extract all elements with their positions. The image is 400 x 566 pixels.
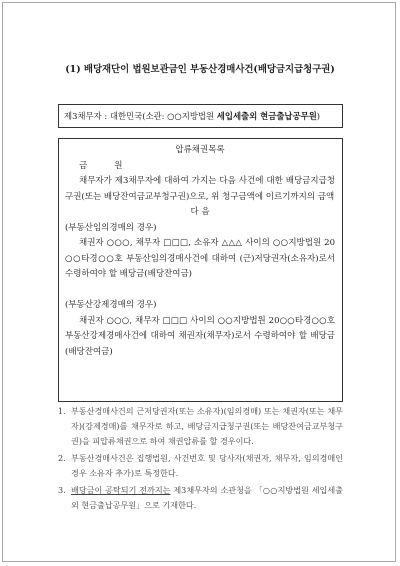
compulsory-auction-text: 채권자 ○○○, 채무자 □□□ 사이의 ○○지방법원 20○○타경○○호 부동산강제경매사건에 대하여 채권자(채무자)로서 수령하여야 할 배당금(배당잔여금) xyxy=(65,315,335,357)
note-item xyxy=(58,451,343,481)
note-item xyxy=(58,483,343,513)
voluntary-auction-text: 채권자 ○○○, 채무자 □□□, 소유자 △△△ 사이의 ○○지방법원 20○○타경○○호 부동산임의경매사건에 대하여 (근)저당권자(소유자)로서 수령하여야 할 배당금(배당잔여금) xyxy=(65,238,335,279)
note-number: 3. xyxy=(58,485,66,495)
third-debtor-prefix: 제3채무자 : 대한민국(소관: ○○지방법원 xyxy=(64,111,217,121)
note-text: 부동산경매사건은 집행법원, 사건번호 및 당사자(채권자, 채무자, 임의경매인 경우 소유자 추가)로 특정한다. xyxy=(71,453,343,478)
third-debtor-officer: 세입세출외 현금출납공무원 xyxy=(216,111,317,121)
note-text: 부동산경매사건의 근저당권자(또는 소유자)(임의경매) 또는 채권자(또는 채무자)(강제경매)를 채무자로 하고, 배당금지급청구권(또는 배당잔여금교부청구권)을 피압류채권으로 하여 채권압류를 할 경우이다. xyxy=(71,406,343,446)
note-text: 제3채무자의 소관청을 「○○지방법원 세입세출외 현금출납공무원」으로 기재한다. xyxy=(71,485,343,510)
note-number: 2. xyxy=(58,453,66,463)
note-underlined-text: 배당금이 공탁되기 전까지는 xyxy=(71,485,171,495)
document-title: (1) 배당재단이 법원보관금인 부동산경매사건(배당금지급청구권) xyxy=(65,64,335,75)
notes-section xyxy=(58,404,343,515)
third-debtor-box xyxy=(58,104,343,128)
note-number: 1. xyxy=(58,406,66,416)
third-debtor-suffix: ) xyxy=(316,111,321,121)
compulsory-auction-label: (부동산강제경매의 경우) xyxy=(65,300,157,310)
seizure-claim-list-box xyxy=(58,138,343,402)
following-heading: 다 음 xyxy=(190,207,210,217)
claim-amount: 금 원 xyxy=(79,160,123,171)
claim-description: 채무자가 제3채무자에 대하여 가지는 다음 사건에 대한 배당금지급청구권(또는 배당잔여금교부청구권)으로, 위 청구금액에 이르기까지의 금액 xyxy=(65,176,335,202)
voluntary-auction-label: (부동산임의경매의 경우) xyxy=(65,222,157,233)
seizure-list-heading: 압류채권목록 xyxy=(175,145,225,155)
note-item xyxy=(58,404,343,449)
blank-line xyxy=(65,283,335,299)
